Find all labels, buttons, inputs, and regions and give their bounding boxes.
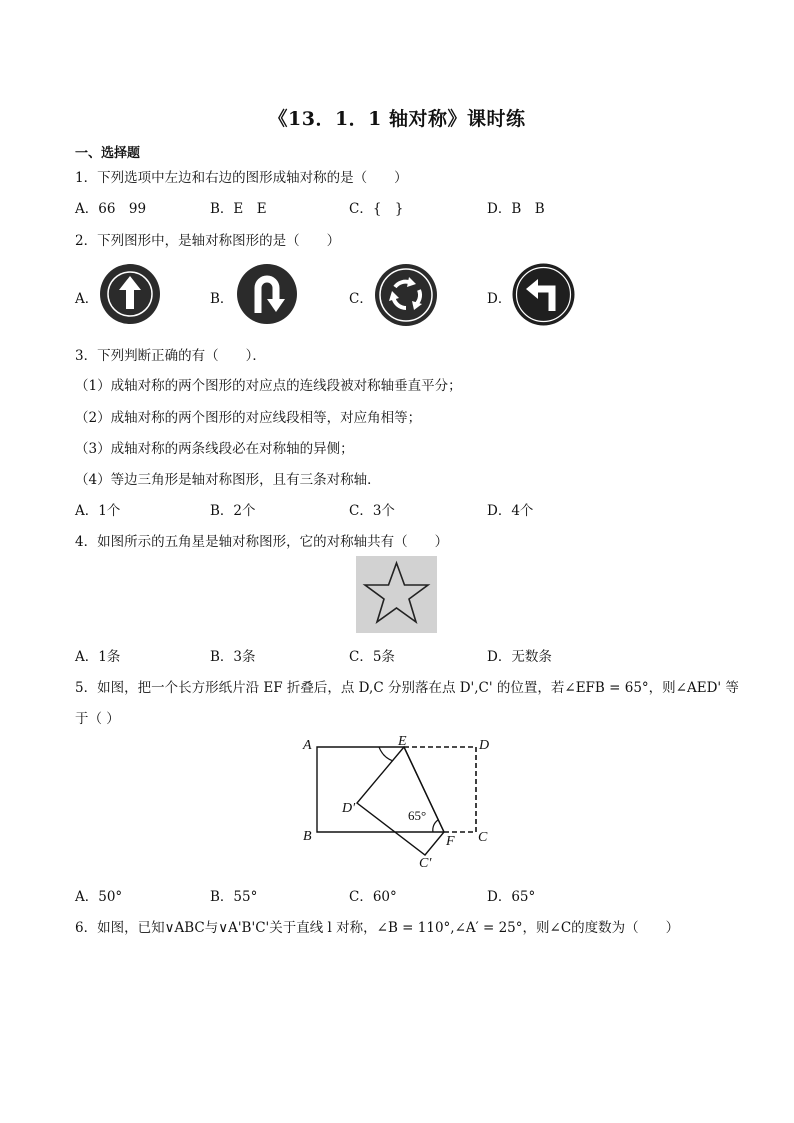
q3-statement-4: （4）等边三角形是轴对称图形，且有三条对称轴． [75, 472, 381, 488]
q4-option-d[interactable]: D．无数条 [487, 649, 552, 665]
figure-label-b: B [303, 829, 312, 844]
q1-option-c[interactable]: C．{ } [349, 201, 404, 217]
q3-statement-3: （3）成轴对称的两条线段必在对称轴的异侧； [75, 441, 354, 457]
q3-option-a[interactable]: A．1个 [75, 503, 121, 519]
q4-option-b[interactable]: B．3条 [210, 649, 256, 665]
q2-option-a[interactable]: A． [75, 291, 99, 307]
five-point-star-figure [356, 556, 437, 633]
q2-option-b[interactable]: B． [210, 291, 234, 307]
question-5-stem-line-1: 5．如图，把一个长方形纸片沿 EF 折叠后，点 D,C 分别落在点 D',C' 的位置，若∠EFB = 65°，则∠AED' 等 [75, 680, 739, 696]
q4-option-c[interactable]: C．5条 [349, 649, 395, 665]
q1-option-d[interactable]: D．B B [487, 201, 545, 217]
folded-rectangle-figure [296, 735, 506, 875]
figure-label-angle: 65° [408, 808, 427, 823]
q5-option-a[interactable]: A．50° [75, 889, 123, 905]
question-1-stem: 1．下列选项中左边和右边的图形成轴对称的是（ ） [75, 170, 408, 186]
q3-option-c[interactable]: C．3个 [349, 503, 395, 519]
q2-option-d[interactable]: D． [487, 291, 512, 307]
q3-statement-1: （1）成轴对称的两个图形的对应点的连线段被对称轴垂直平分； [75, 378, 462, 394]
q1-option-b[interactable]: B．E E [210, 201, 267, 217]
roundabout-sign-icon[interactable] [374, 263, 438, 327]
q3-statement-2: （2）成轴对称的两个图形的对应线段相等，对应角相等； [75, 410, 422, 426]
figure-label-f: F [446, 834, 455, 849]
question-3-stem: 3．下列判断正确的有（ ）． [75, 348, 266, 364]
figure-label-d: D [479, 738, 490, 753]
q2-option-c[interactable]: C． [349, 291, 373, 307]
q3-option-b[interactable]: B．2个 [210, 503, 256, 519]
question-4-stem: 4．如图所示的五角星是轴对称图形，它的对称轴共有（ ） [75, 534, 449, 550]
figure-label-c: C [478, 830, 488, 845]
q1-option-a[interactable]: A．66 99 [75, 201, 147, 217]
question-5-stem-line-2: 于（ ） [75, 711, 120, 727]
u-turn-sign-icon[interactable] [236, 263, 298, 325]
q5-option-d[interactable]: D．65° [487, 889, 536, 905]
q3-option-d[interactable]: D．4个 [487, 503, 534, 519]
figure-label-e: E [398, 734, 407, 749]
section-heading: 一、选择题 [75, 146, 141, 161]
turn-left-sign-icon[interactable] [512, 263, 575, 326]
q5-option-b[interactable]: B．55° [210, 889, 258, 905]
figure-label-d-prime: D′ [342, 801, 356, 816]
question-2-stem: 2．下列图形中，是轴对称图形的是（ ） [75, 233, 341, 249]
figure-label-c-prime: C′ [419, 856, 432, 871]
question-6-stem: 6．如图，已知∨ABC与∨A'B'C'关于直线 l 对称，∠B = 110°,∠A′ = 25°，则∠C的度数为（ ） [75, 920, 680, 936]
figure-label-a: A [303, 738, 312, 753]
straight-arrow-sign-icon[interactable] [99, 263, 161, 325]
q4-option-a[interactable]: A．1条 [75, 649, 121, 665]
page-title: 《13．1．1 轴对称》课时练 [268, 108, 526, 130]
q5-option-c[interactable]: C．60° [349, 889, 397, 905]
